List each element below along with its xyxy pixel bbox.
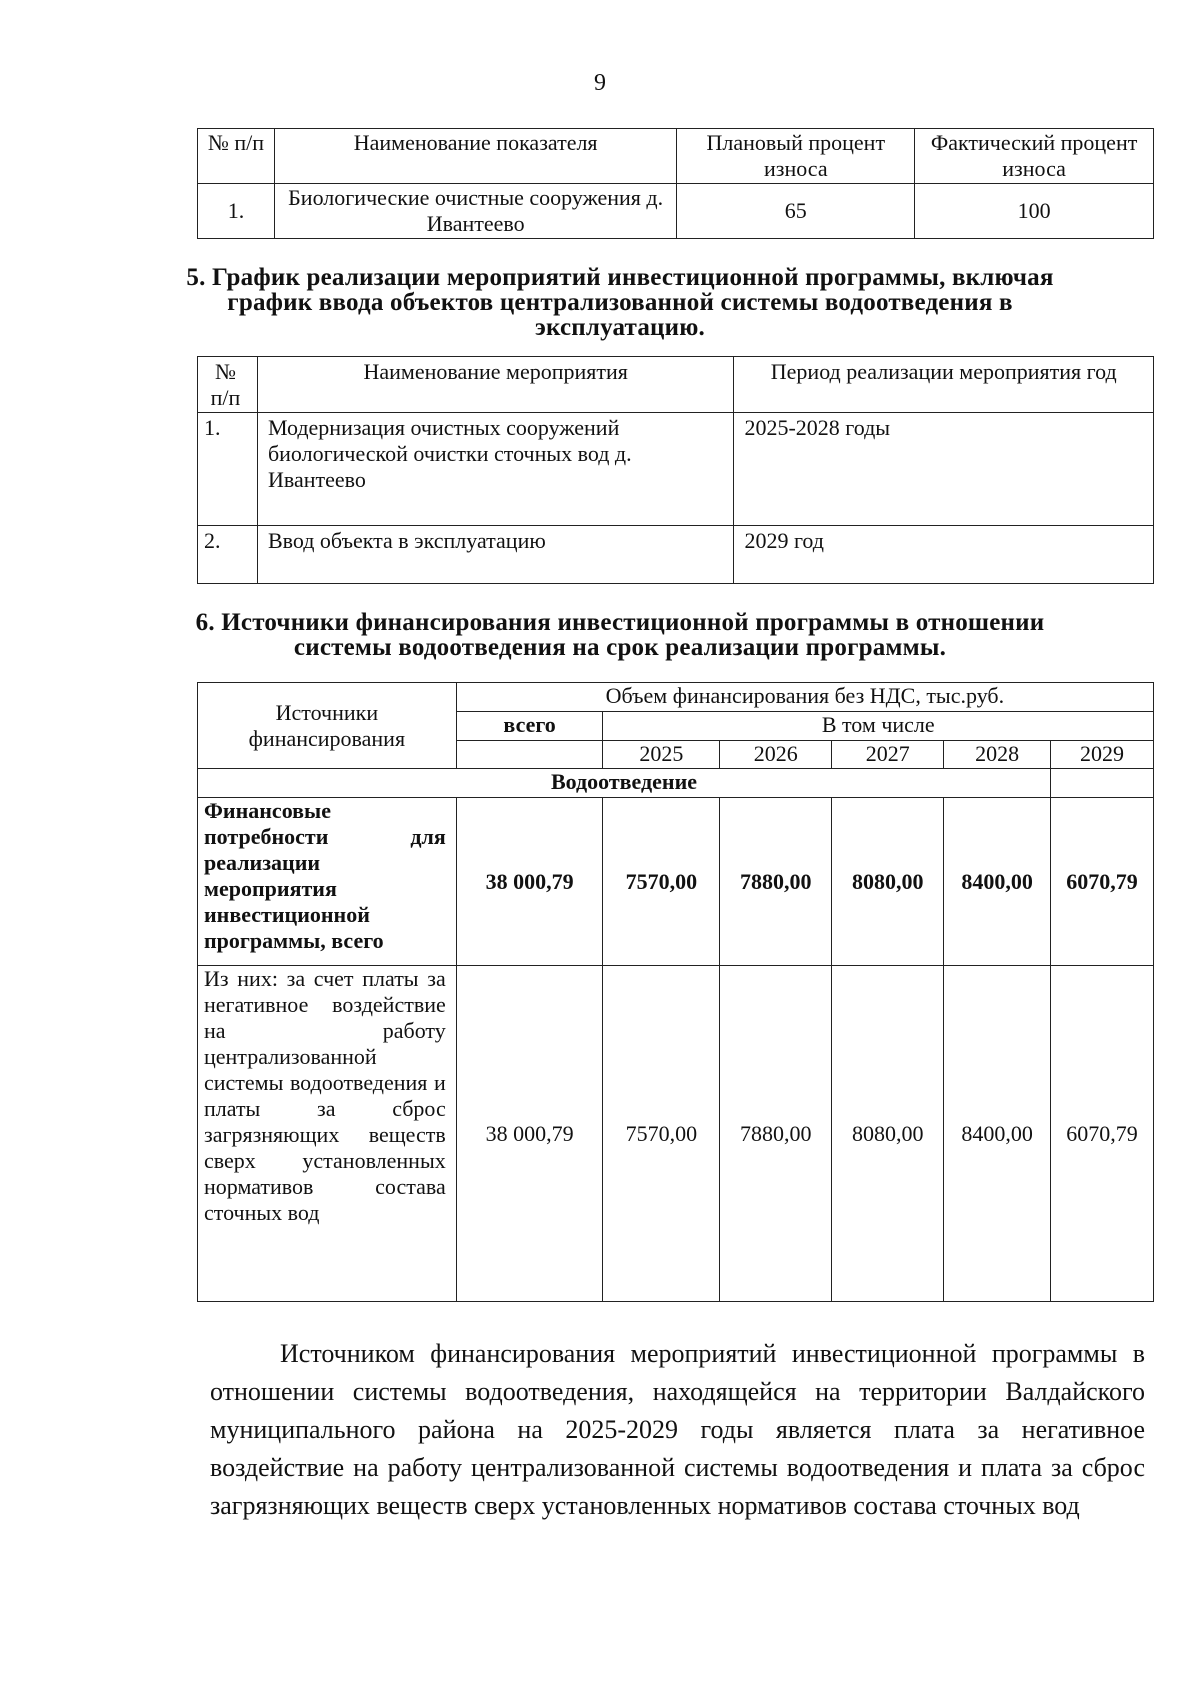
col-number-header: № п/п [198,129,275,184]
col-number-header: № п/п [198,357,258,413]
table-row [198,798,1154,966]
col-period-header: Период реализации мероприятия год [734,357,1154,413]
col-including-header: В том числе [603,712,1154,741]
wear-table [197,128,1154,239]
row-value-2028: 8400,00 [944,798,1051,966]
closing-paragraph-text: Источником финансирования мероприятий инвестиционной программы в отношении системы водоотведения, находящейся на территории Валдайского муниципального района на 2025-2029 годы является плата за негативное воздействие на работу централизованной системы водоотведения и плата за сброс загрязняющих веществ сверх установленных нормативов состава сточных вод [210,1339,1145,1520]
col-volume-header: Объем финансирования без НДС, тыс.руб. [456,683,1153,712]
row-total: 38 000,79 [456,966,603,1302]
row-value-2027: 8080,00 [832,966,944,1302]
table-header-row [198,357,1154,413]
table-header-row [198,129,1154,184]
col-sources-header: Источники финансирования [198,683,457,769]
row-total: 38 000,79 [456,798,603,966]
col-total-header: всего [456,712,603,741]
col-name-header: Наименование мероприятия [257,357,733,413]
closing-paragraph [210,1335,1145,1525]
page-number: 9 [594,70,606,96]
row-plan: 65 [677,184,915,239]
row-value-2025: 7570,00 [603,966,720,1302]
empty-cell [456,741,603,769]
col-plan-header: Плановый процент износа [677,129,915,184]
row-value-2027: 8080,00 [832,798,944,966]
row-name: Модернизация очистных сооружений биологической очистки сточных вод д. Ивантеево [257,413,733,526]
col-year-header: 2026 [720,741,832,769]
row-value-2025: 7570,00 [603,798,720,966]
row-number: 1. [198,413,258,526]
section-row [198,769,1154,798]
col-fact-header: Фактический процент износа [915,129,1154,184]
row-value-2028: 8400,00 [944,966,1051,1302]
section-row-label: Водоотведение [198,769,1051,798]
row-value-2029: 6070,79 [1051,966,1154,1302]
row-label: Из них: за счет платы за негативное воздействие на работу централизованной системы водоотведения и платы за сброс загрязняющих веществ сверх установленных нормативов состава сточных вод [198,966,457,1302]
table-row [198,526,1154,584]
finance-table [197,682,1154,1302]
table-header-row [198,683,1154,712]
row-value-2026: 7880,00 [720,798,832,966]
row-period: 2025-2028 годы [734,413,1154,526]
section-6-title: 6. Источники финансирования инвестиционной программы в отношении системы водоотведения на срок реализации программы. [195,609,1045,661]
col-year-header: 2027 [832,741,944,769]
row-name: Ввод объекта в эксплуатацию [257,526,733,584]
table-row [198,966,1154,1302]
empty-cell [1051,769,1154,798]
col-year-header: 2029 [1051,741,1154,769]
row-name: Биологические очистные сооружения д. Ивантеево [274,184,677,239]
row-number: 2. [198,526,258,584]
table-row [198,184,1154,239]
col-name-header: Наименование показателя [274,129,677,184]
row-number: 1. [198,184,275,239]
row-fact: 100 [915,184,1154,239]
section-5-title: 5. График реализации мероприятий инвестиционной программы, включая график ввода объектов централизованной системы водоотведения в эксплуатацию. [186,264,1054,341]
row-value-2026: 7880,00 [720,966,832,1302]
row-label: Финансовые потребности для реализации мероприятия инвестиционной программы, всего [198,798,457,966]
schedule-table [197,356,1154,584]
col-year-header: 2025 [603,741,720,769]
row-value-2029: 6070,79 [1051,798,1154,966]
col-year-header: 2028 [944,741,1051,769]
table-row [198,413,1154,526]
row-period: 2029 год [734,526,1154,584]
